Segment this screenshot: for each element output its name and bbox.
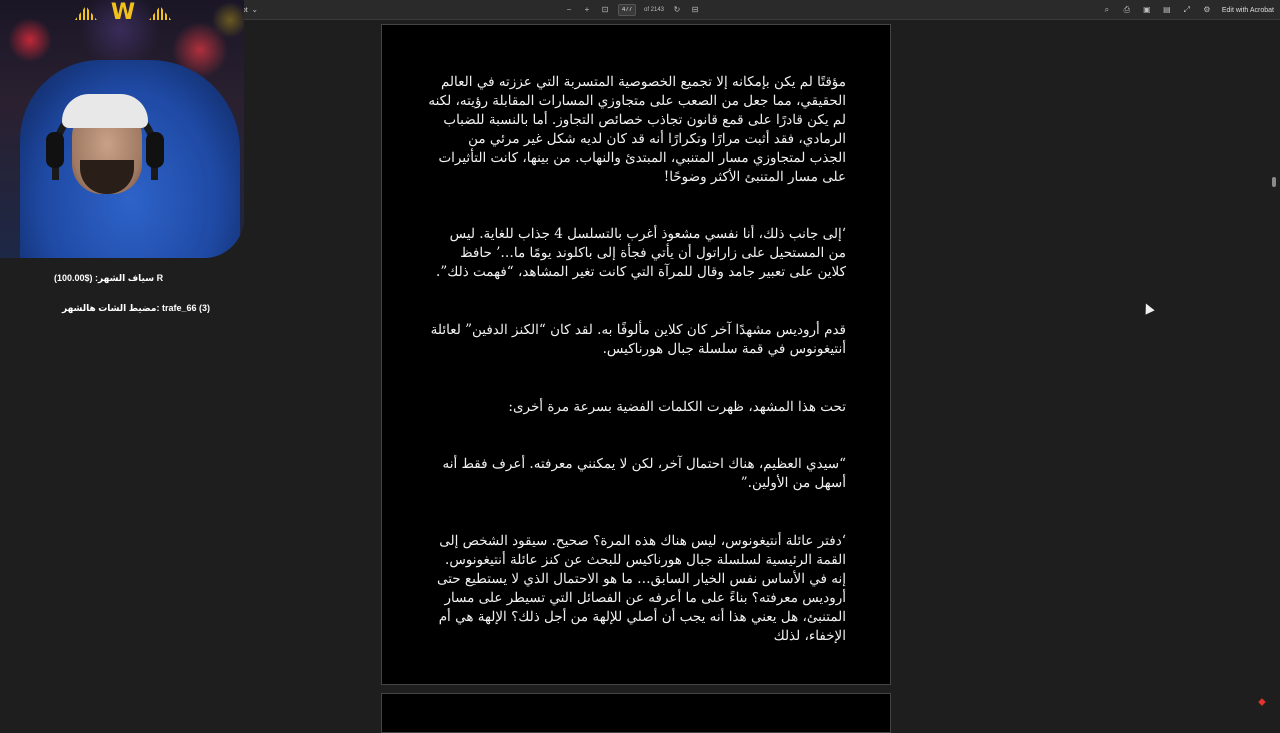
scrollbar-thumb[interactable] <box>1272 177 1276 187</box>
paragraph-5: “سيدي العظيم، هناك احتمال آخر، لكن لا يمكنني معرفته. أعرف فقط أنه أسهل من الأولين.” <box>428 455 846 493</box>
pdf-next-page <box>381 693 891 733</box>
paragraph-1: مؤقتًا لم يكن بإمكانه إلا تجميع الخصوصية المتسربة التي عززته في العالم الحقيقي، مما جعل من الصعب على متجاوزي المسارات المقابلة رؤيته، لكنه لم يكن قادرًا على قمع قانون تجاذب خصائص التجاوز. أما بالنسبة للضباب الرمادي، فقد أثبت مرارًا وتكرارًا أنه قد كان لديه شكل غير مرئي من الجذب لمتجاوزي مسار المتنبي، المبتدئ والنهاب. من بينها، كانت التأثيرات على مسار المتنبئ الأكثر وضوحًا! <box>428 73 846 187</box>
headset-ear-right <box>146 132 164 168</box>
settings-icon[interactable]: ⚙ <box>1202 5 1212 15</box>
zoom-out-icon[interactable]: − <box>564 5 574 15</box>
edit-with-acrobat-button[interactable]: Edit with Acrobat <box>1222 7 1274 14</box>
pdf-page <box>381 24 891 685</box>
chevron-down-icon: ⌄ <box>250 5 260 15</box>
chat-line-2: مضيط الشات هالشهر: trafe_66 (3) <box>62 302 210 315</box>
vertical-scrollbar[interactable] <box>1271 22 1277 712</box>
stream-chat-overlay <box>30 258 230 318</box>
streamer-cap <box>62 94 148 128</box>
chat-line-1: سياف الشهر: ($100.00) R <box>54 272 163 285</box>
page-total: of 2143 <box>644 7 664 13</box>
paragraph-4: تحت هذا المشهد، ظهرت الكلمات الفضية بسرعة مرة أخرى: <box>428 398 846 417</box>
two-page-view-icon[interactable]: ⊟ <box>690 5 700 15</box>
logo-w-icon: W <box>111 2 135 24</box>
headset-ear-left <box>46 132 64 168</box>
toolbar-page-controls <box>564 0 700 20</box>
logo-triangle-left-icon <box>75 6 97 20</box>
search-icon[interactable]: ⌕ <box>1102 5 1112 15</box>
zoom-in-icon[interactable]: + <box>582 5 592 15</box>
print-icon[interactable]: ⎙ <box>1122 5 1132 15</box>
save-icon[interactable]: ▣ <box>1142 5 1152 15</box>
paragraph-2: ‘إلى جانب ذلك، أنا نفسي مشعوذ أغرب بالتسلسل 4 جذاب للغاية. ليس من المستحيل على زاراتول أن يأتي فجأة إلى باكلوند يومًا ما…’ حافظ كلاين على تعبير جامد وقال للمرآة التي كانت تغير المشاهد، “فهمت ذلك”. <box>428 225 846 282</box>
toolbar-right-group <box>1102 0 1274 20</box>
paragraph-3: قدم أروديس مشهدًا آخر كان كلاين مألوفًا به. لقد كان “الكنز الدفين” لعائلة أنتيغونوس في قمة سلسلة جبال هورناكيس. <box>428 321 846 359</box>
channel-logo <box>48 2 198 24</box>
acrobat-icon[interactable]: ⬥ <box>1256 696 1268 708</box>
save-as-icon[interactable]: ▤ <box>1162 5 1172 15</box>
logo-triangle-right-icon <box>149 6 171 20</box>
webcam-overlay <box>0 0 244 258</box>
mouse-cursor-icon <box>1141 301 1154 314</box>
rotate-icon[interactable]: ↻ <box>672 5 682 15</box>
page-number-input[interactable] <box>618 4 636 16</box>
paragraph-6: ‘دفتر عائلة أنتيغونوس، ليس هناك هذه المرة؟ صحيح. سيقود الشخص إلى القمة الرئيسية لسلسلة جبال هورناكيس للبحث عن كنز عائلة أنتيغونوس. إنه في الأساس نفس الخيار السابق… ما هو الاحتمال الذي لا يستطيع حتى أروديس معرفته؟ بناءً على ما أعرفه عن الفصائل التي تسيطر على مسار المتنبئ، هل يعني هذا أنه يجب أن أصلي للإلهة من أجل ذلك؟ الإلهة هي أم الإخفاء، لذلك <box>428 532 846 646</box>
fit-page-icon[interactable]: ⊡ <box>600 5 610 15</box>
expand-icon[interactable]: ⤢ <box>1182 5 1192 15</box>
